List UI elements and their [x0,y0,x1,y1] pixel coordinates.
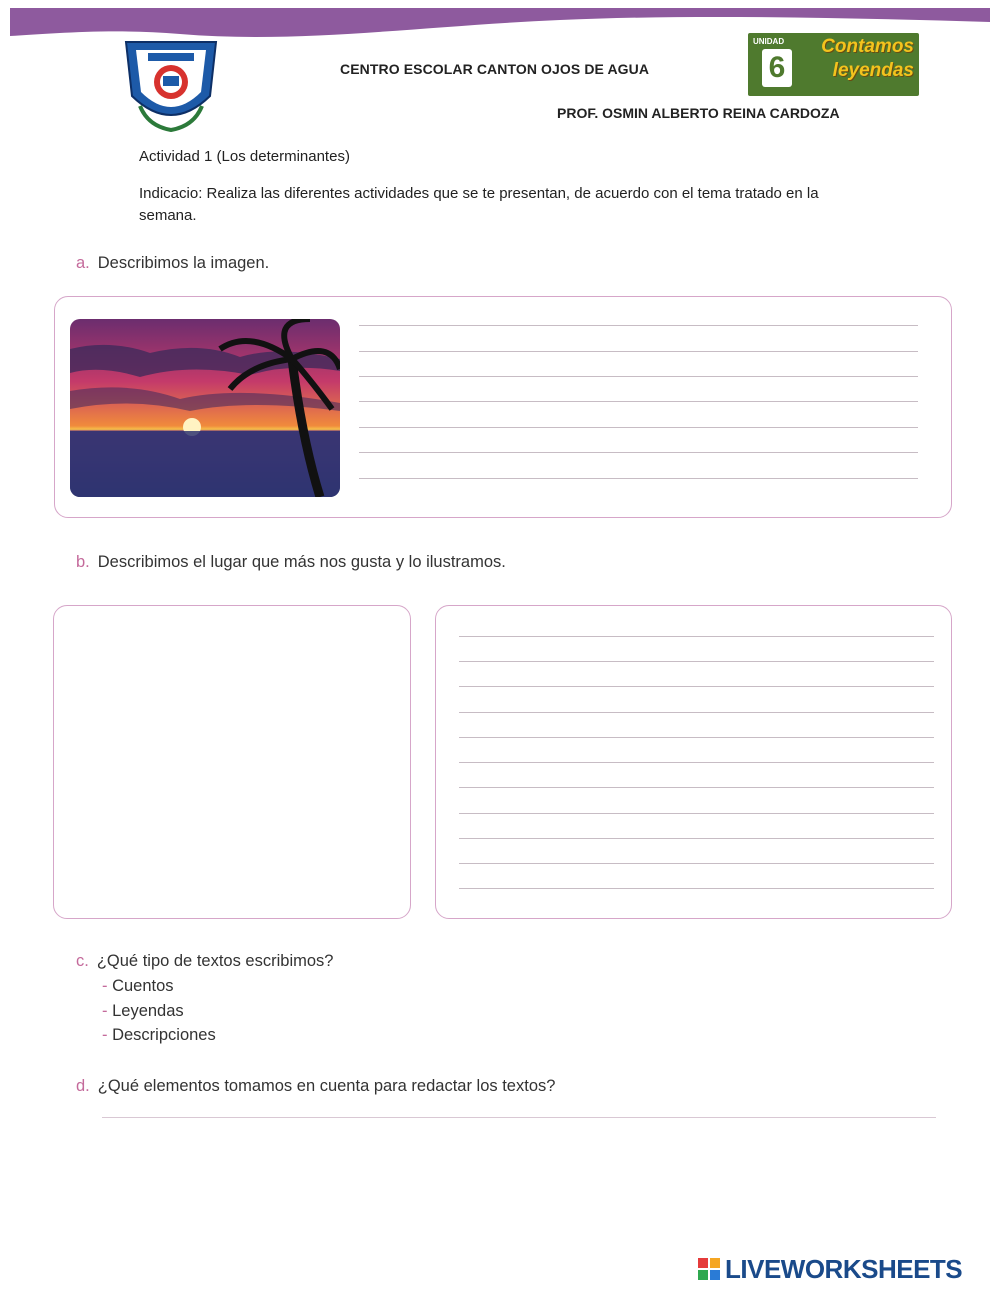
section-d-letter: d. [76,1077,90,1095]
line-b-5[interactable] [459,737,934,738]
activity-title: Actividad 1 (Los determinantes) [139,148,350,165]
line-a-3[interactable] [359,376,918,377]
brand-text: LIVEWORKSHEETS [725,1254,963,1284]
unit-badge [748,33,919,96]
line-b-8[interactable] [459,813,934,814]
section-b-text: Describimos el lugar que más nos gusta y lo ilustramos. [97,553,506,571]
line-a-6[interactable] [359,452,918,453]
list-item: - Cuentos [102,977,174,995]
school-crest-logo [118,36,224,136]
unit-title-line1: Contamos [821,36,914,57]
line-b-7[interactable] [459,787,934,788]
list-item: - Descripciones [102,1026,216,1044]
illustration-box[interactable] [53,605,411,919]
teacher-name: PROF. OSMIN ALBERTO REINA CARDOZA [557,105,840,121]
line-b-10[interactable] [459,863,934,864]
line-b-2[interactable] [459,661,934,662]
section-c-letter: c. [76,952,89,970]
line-b-3[interactable] [459,686,934,687]
activity-instruction: Indicacio: Realiza las diferentes actividades que se te presentan, de acuerdo con el tema tratado en la semana. [139,185,819,224]
section-d-text: ¿Qué elementos tomamos en cuenta para redactar los textos? [97,1077,556,1095]
section-d-heading [76,1077,555,1096]
line-a-4[interactable] [359,401,918,402]
section-b-letter: b. [76,553,90,571]
list-item-cuentos: Cuentos [112,977,174,995]
section-c-text: ¿Qué tipo de textos escribimos? [96,952,334,970]
line-b-4[interactable] [459,712,934,713]
section-a-letter: a. [76,254,90,272]
unit-number: 6 [762,49,792,87]
line-a-1[interactable] [359,325,918,326]
unit-title-line2: leyendas [832,60,914,81]
list-item-descripciones: Descripciones [112,1026,216,1044]
line-b-6[interactable] [459,762,934,763]
line-a-7[interactable] [359,478,918,479]
line-b-1[interactable] [459,636,934,637]
sunset-palm-photo [70,319,340,497]
list-item-leyendas: Leyendas [112,1002,184,1020]
section-b-heading [76,553,506,572]
list-item: - Leyendas [102,1002,184,1020]
school-name: CENTRO ESCOLAR CANTON OJOS DE AGUA [340,61,650,77]
unit-label: UNIDAD [753,37,785,46]
line-a-5[interactable] [359,427,918,428]
answer-line-d[interactable] [102,1117,936,1118]
section-c-heading [76,952,333,971]
line-a-2[interactable] [359,351,918,352]
line-b-11[interactable] [459,888,934,889]
line-b-9[interactable] [459,838,934,839]
section-a-heading [76,254,269,273]
section-a-text: Describimos la imagen. [97,254,270,272]
